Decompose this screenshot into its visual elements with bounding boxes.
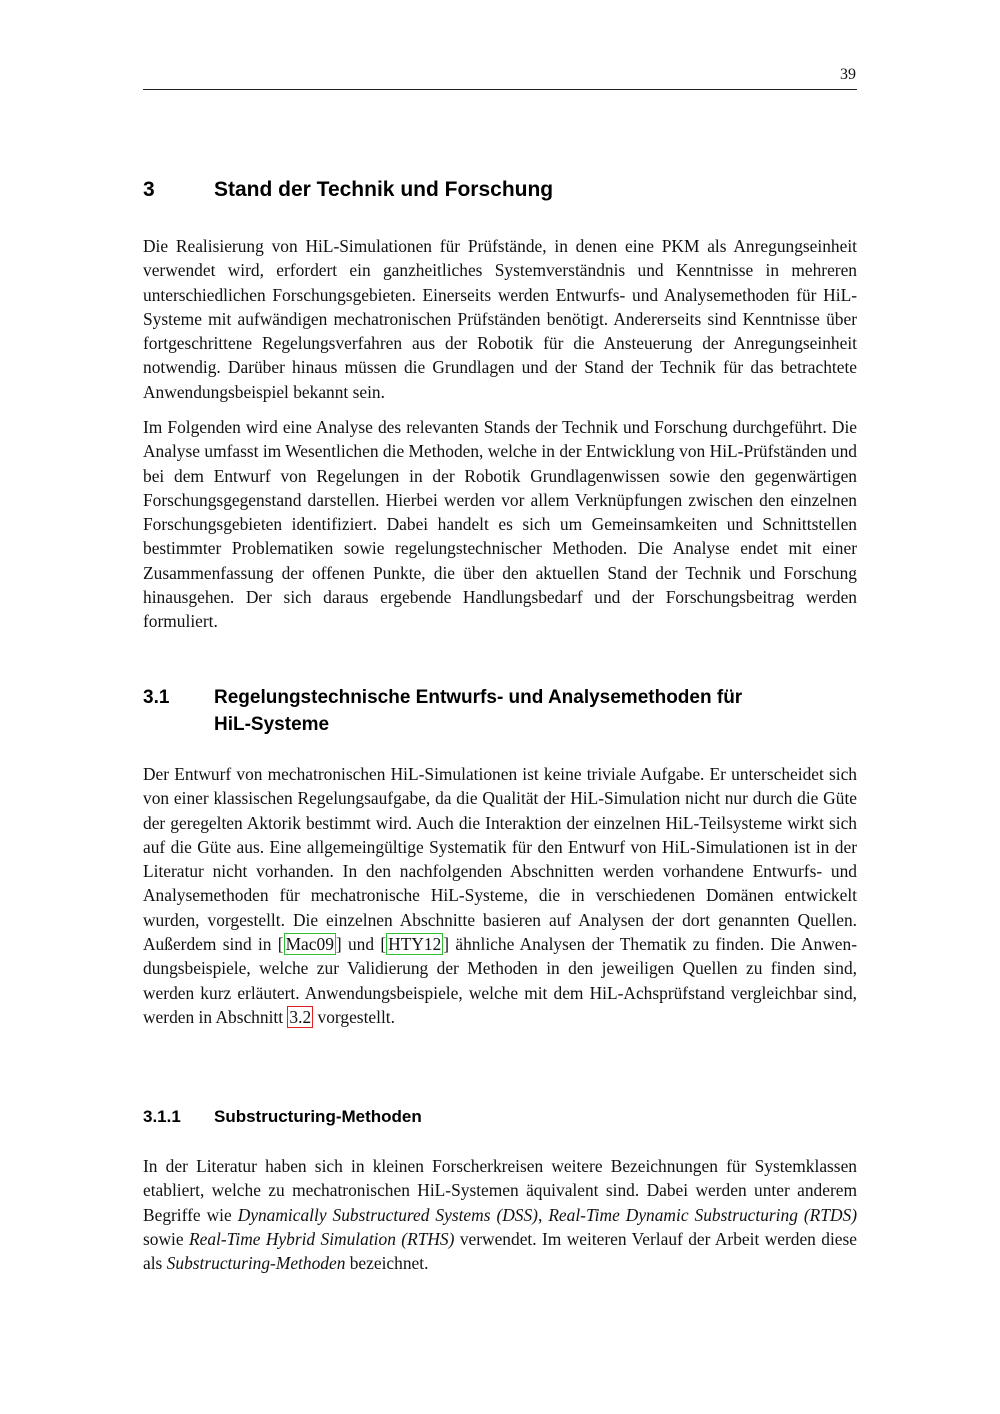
paragraph-text: ] und [	[335, 934, 387, 955]
subsection-title: Substructuring-Methoden	[214, 1107, 422, 1126]
paragraph-intro-2: Im Folgenden wird eine Analyse des relevanten Stands der Technik und Forschung durchgeführt. Die Analyse umfasst im Wesentlichen die Methoden, welche in der Entwicklung von HiL-Prüfständen und bei dem Entwurf von Regelungen in der Robotik Grundlagenwissen sowie den gegenwärtigen Forschungsgegenstand darstellen. Hierbei werden vor allem Verknüpfungen zwischen den einzelnen Forschungsgebieten identifiziert. Dabei handelt es sich um Gemeinsamkeiten und Schnittstellen bestimmter Problematiken sowie regelungstechnischer Methoden. Die Analyse endet mit einer Zusammenfassung der offenen Punkte, die über den aktuellen Stand der Technik und Forschung hinausgehen. Der sich daraus ergebende Handlungsbedarf und der Forschungsbeitrag werden formuliert.	[143, 417, 857, 632]
paragraph-text: ] ähnliche Analysen der Thematik zu finden. Die Anwendungsbeispiele, welche zur Validierung der Methoden in den jeweiligen Quellen zu finden sind, werden kurz erläutert. Anwendungsbeispiele, welche mit dem HiL-Achsprüfstand vergleichbar sind, werden in Abschnitt	[143, 934, 857, 1027]
chapter-title: Stand der Technik und Forschung	[214, 178, 554, 201]
section-title-line-2: HiL-Systeme	[214, 714, 330, 735]
paragraph-text: ,	[537, 1204, 549, 1225]
paragraph-text: sowie	[143, 1228, 189, 1249]
page-number: 39	[840, 66, 856, 83]
paragraph-text: Der Entwurf von mechatronischen HiL-Simulationen ist keine triviale Aufgabe. Er unterscheidet sich von einer klassischen Regelungsaufgabe, da die Qualität der HiL-Simulation nicht nur durch die Güte der geregelten Aktorik bestimmt wird. Auch die Interaktion der einzelnen HiL-Teilsysteme wirkt sich auf die Güte aus. Eine allgemeingültige Systematik für den Entwurf von HiL-Simulationen ist in der Literatur nicht vorhanden. In den nachfolgenden Abschnitten werden vorhandene Entwurfs- und Analysemethoden für mechatronische HiL-Systeme, die in verschiedenen Domänen entwickelt wurden, vorgestellt. Die einzelnen Abschnitte basieren auf Analysen der dort genannten Quellen. Außerdem sind in [	[143, 764, 857, 955]
section-reference-link[interactable]: 3.2	[289, 1006, 312, 1027]
paragraph-section-3-1	[143, 762, 857, 1029]
paragraph-text: bezeichnet.	[345, 1253, 429, 1274]
section-heading	[143, 684, 857, 738]
term-substructuring: Substructuring-Methoden	[166, 1253, 346, 1274]
paragraph-text: In der Literatur haben sich in kleinen Forscherkreisen weitere Bezeichnungen für Systemklassen etabliert, welche zu mechatronischen HiL-Systemen äquivalent sind. Dabei werden unter anderem Begriffe wie	[143, 1156, 857, 1225]
term-rtds: Real-Time Dynamic Substructuring (RTDS)	[548, 1204, 857, 1225]
section-number: 3.1	[143, 687, 170, 708]
term-dss: Dynamically Substructured Systems (DSS)	[237, 1204, 538, 1225]
paragraph-text: vorgestellt.	[313, 1006, 395, 1027]
header-rule	[143, 89, 857, 90]
section-title-line-1: Regelungstechnische Entwurfs- und Analysemethoden für	[214, 687, 743, 708]
term-rths: Real-Time Hybrid Simulation (RTHS)	[188, 1228, 455, 1249]
paragraph-text: verwendet. Im weiteren Verlauf der Arbeit werden diese als	[143, 1228, 858, 1274]
subsection-heading	[143, 1105, 857, 1129]
paragraph-section-3-1-1	[143, 1154, 857, 1275]
citation-link-hty12[interactable]: HTY12	[388, 934, 442, 955]
subsection-number: 3.1.1	[143, 1107, 181, 1126]
chapter-heading	[143, 176, 857, 204]
chapter-number: 3	[143, 178, 155, 201]
citation-link-mac09[interactable]: Mac09	[285, 934, 334, 955]
paragraph-intro-1: Die Realisierung von HiL-Simulationen für Prüfstände, in denen eine PKM als Anregungseinheit verwendet wird, erfordert ein ganzheitliches Systemverständnis und Kenntnisse in mehreren unterschiedlichen Forschungsgebieten. Einerseits werden Entwurfs- und Analysemethoden für HiL-Systeme mit aufwändigen mechatronischen Prüfständen benötigt. Andererseits sind Kenntnisse über fortgeschrittene Regelungsverfahren aus der Robotik für die Ansteuerung der Anregungseinheit notwendig. Darüber hinaus müssen die Grundlagen und der Stand der Technik für das betrachtete Anwendungsbeispiel bekannt sein.	[143, 236, 857, 402]
